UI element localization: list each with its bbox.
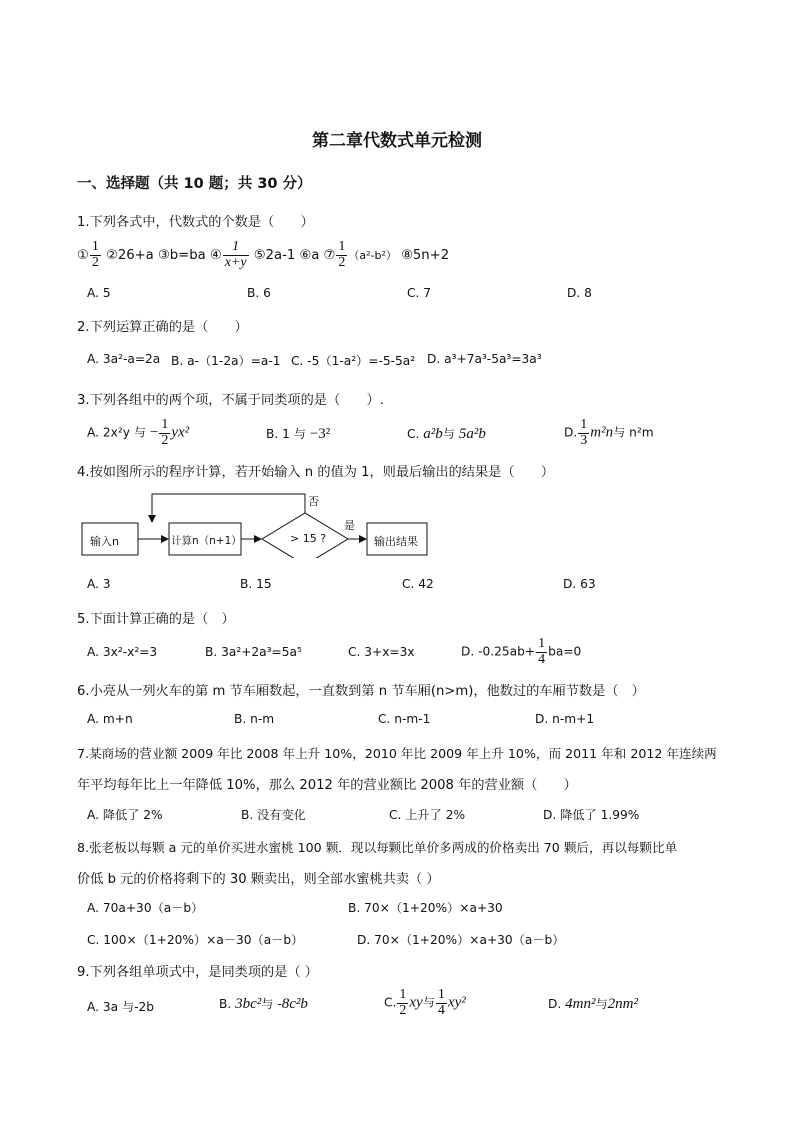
q7-option-d[interactable]: D. 降低了 1.99% [543, 808, 640, 822]
q5-option-c[interactable]: C. 3+x=3x [348, 645, 415, 659]
question-1-items [77, 240, 449, 270]
q3-option-a[interactable]: A. 2x²y 与 − $\frac{1}{2}$ yx² [87, 417, 190, 448]
question-3-stem: 3.下列各组中的两个项，不属于同类项的是（ ）. [77, 393, 384, 408]
question-7-stem-line1: 7.某商场的营业额 2009 年比 2008 年上升 10%，2010 年比 2009 年上升 10%，而 2011 年和 2012 年连续两 [77, 746, 717, 761]
q3-option-d[interactable]: D. $\frac{1}{3}$ m²n与 n²m [564, 417, 654, 448]
flow-yes-label: 是 [344, 519, 355, 532]
question-1-stem: 1.下列各式中，代数式的个数是（ ） [77, 215, 314, 230]
item-1: ① $\frac{1}{2}$ [77, 239, 99, 270]
q3-option-b[interactable]: B. 1 与 −3² [266, 426, 331, 442]
q8-option-d[interactable]: D. 70×（1+20%）×a+30（a－b） [357, 933, 565, 947]
q1-option-b[interactable]: B. 6 [247, 286, 271, 300]
q6-option-d[interactable]: D. n-m+1 [535, 712, 595, 726]
item-3: ③b=ba [157, 248, 206, 264]
question-7-stem-line2: 年平均每年比上一年降低 10%，那么 2012 年的营业额比 2008 年的营业额（ ） [77, 778, 577, 793]
question-8-stem-line2: 价低 b 元的价格将剩下的 30 颗卖出，则全部水蜜桃共卖（ ） [77, 872, 440, 887]
question-4-stem: 4.按如图所示的程序计算，若开始输入 n 的值为 1，则最后输出的结果是（ ） [77, 465, 555, 480]
q9-option-d[interactable]: D. 4mn²与2nm² [548, 996, 639, 1012]
q9-option-c[interactable]: C. $\frac{1}{2}$ xy与 $\frac{1}{4}$ xy² [384, 987, 466, 1018]
q9-option-a[interactable]: A. 3a 与-2b [87, 1000, 155, 1014]
section-heading: 一、选择题（共 10 题；共 30 分） [77, 176, 312, 192]
q4-option-d[interactable]: D. 63 [563, 577, 596, 591]
flow-no-label: 否 [308, 495, 319, 508]
q5-option-b[interactable]: B. 3a²+2a³=5a⁵ [205, 645, 302, 659]
q1-option-a[interactable]: A. 5 [87, 286, 111, 300]
item-5: ⑤2a-1 [253, 248, 296, 264]
q2-option-b[interactable]: B. a-（1-2a）=a-1 [171, 354, 281, 368]
question-8-stem-line1: 8.张老板以每颗 a 元的单价买进水蜜桃 100 颗．现以每颗比单价多两成的价格卖出 70 颗后，再以每颗比单 [77, 840, 678, 855]
q6-option-a[interactable]: A. m+n [87, 712, 133, 726]
q7-option-c[interactable]: C. 上升了 2% [389, 808, 466, 822]
q2-option-c[interactable]: C. -5（1-a²）=-5-5a² [291, 354, 416, 368]
q8-option-a[interactable]: A. 70a+30（a－b） [87, 901, 204, 915]
q7-option-b[interactable]: B. 没有变化 [241, 808, 306, 822]
q5-option-d[interactable]: D. -0.25ab+ $\frac{1}{4}$ ba=0 [461, 636, 582, 667]
flow-input-label: 输入n [90, 535, 119, 548]
item-4: ④ $\frac{1}{x+y}$ [209, 239, 247, 270]
question-5-stem: 5.下面计算正确的是（ ） [77, 612, 235, 627]
program-flowchart [76, 488, 436, 558]
item-6: ⑥a [299, 248, 320, 264]
q6-option-c[interactable]: C. n-m-1 [378, 712, 431, 726]
q6-option-b[interactable]: B. n-m [234, 712, 275, 726]
q1-option-c[interactable]: C. 7 [407, 286, 432, 300]
item-8: ⑧5n+2 [401, 248, 450, 264]
question-9-stem: 9.下列各组单项式中，是同类项的是（ ） [77, 965, 318, 980]
flow-output-label: 输出结果 [374, 535, 418, 548]
item-7: ⑦ $\frac{1}{2}$ （a²-b²） [323, 239, 397, 270]
page-title: 第二章代数式单元检测 [312, 131, 482, 151]
q8-option-b[interactable]: B. 70×（1+20%）×a+30 [348, 901, 503, 915]
flow-cond-label: > 15 ? [290, 532, 327, 545]
item-2: ②26+a [106, 248, 154, 264]
q1-option-d[interactable]: D. 8 [567, 286, 592, 300]
q4-option-a[interactable]: A. 3 [87, 577, 111, 591]
question-6-stem: 6.小亮从一列火车的第 m 节车厢数起，一直数到第 n 节车厢(n>m)，他数过的车厢节数是（ ） [77, 684, 645, 699]
q5-option-a[interactable]: A. 3x²-x²=3 [87, 645, 158, 659]
flow-calc-label: 计算n（n+1） [171, 535, 242, 547]
q8-option-c[interactable]: C. 100×（1+20%）×a－30（a－b） [87, 933, 304, 947]
q4-option-c[interactable]: C. 42 [402, 577, 434, 591]
q9-option-b[interactable]: B. 3bc²与 -8c²b [219, 996, 308, 1012]
q2-option-d[interactable]: D. a³+7a³-5a³=3a³ [427, 352, 542, 366]
q3-option-c[interactable]: C. a²b与 5a²b [407, 426, 486, 442]
question-2-stem: 2.下列运算正确的是（ ） [77, 320, 248, 335]
q7-option-a[interactable]: A. 降低了 2% [87, 808, 163, 822]
q2-option-a[interactable]: A. 3a²-a=2a [87, 352, 161, 366]
q4-option-b[interactable]: B. 15 [240, 577, 272, 591]
